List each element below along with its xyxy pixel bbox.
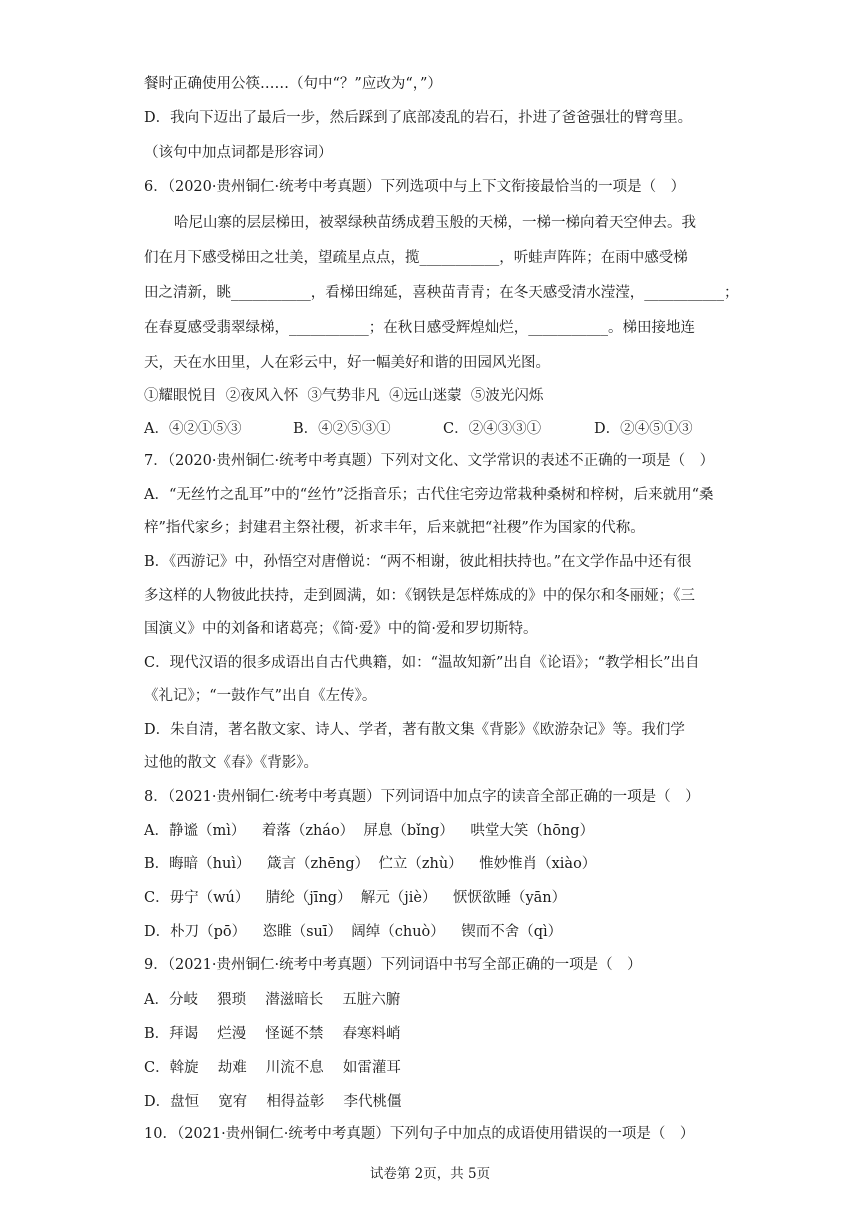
question-7-stem: 7．（2020·贵州铜仁·统考中考真题）下列对文化、文学常识的表述不正确的一项是（ ） bbox=[144, 453, 715, 469]
q7-line: C．现代汉语的很多成语出自古代典籍，如：“温故知新”出自《论语》；“教学相长”出自 bbox=[144, 655, 700, 671]
line-2: （该句中加点词都是形容词） bbox=[144, 145, 333, 161]
passage-line-1: 哈尼山寨的层层梯田，被翠绿秧苗绣成碧玉般的天梯，一梯一梯向着天空伸去。我 bbox=[174, 215, 696, 231]
q7-line: A．“无丝竹之乱耳”中的“丝竹”泛指音乐；古代住宅旁边常栽种桑树和梓树，后来就用“桑 bbox=[144, 487, 714, 503]
phrase-list: ①耀眼悦目 ②夜风入怀 ③气势非凡 ④远山迷蒙 ⑤波光闪烁 bbox=[144, 388, 544, 404]
page-footer: 试卷第 2页，共 5页 bbox=[369, 1166, 491, 1182]
question-10-stem: 10．（2021·贵州铜仁·统考中考真题）下列句子中加点的成语使用错误的一项是（ ） bbox=[144, 1126, 695, 1142]
q8-option-a: A．静谧（mì） 着落（zháo） 屏息（bǐng） 哄堂大笑（hōng） bbox=[144, 823, 595, 839]
q7-line: 过他的散文《春》《背影》。 bbox=[144, 755, 318, 771]
q6-option-d: D．②④⑤①③ bbox=[594, 421, 693, 437]
passage-line-3: 田之清新，眺___________，看梯田绵延，喜秧苗青青；在冬天感受清水滢滢，___________； bbox=[144, 285, 739, 301]
q7-line: 多这样的人物彼此扶持，走到圆满，如：《钢铁是怎样炼成的》中的保尔和冬丽娅；《三 bbox=[144, 588, 695, 604]
q9-option-c: C．斡旋 劫难 川流不息 如雷灌耳 bbox=[144, 1060, 401, 1076]
line-1: D．我向下迈出了最后一步，然后踩到了底部凌乱的岩石，扑进了爸爸强壮的臂弯里。 bbox=[144, 110, 693, 126]
q9-option-b: B．拜谒 烂漫 怪诞不禁 春寒料峭 bbox=[144, 1026, 401, 1042]
question-8-stem: 8．（2021·贵州铜仁·统考中考真题）下列词语中加点字的读音全部正确的一项是（ ） bbox=[144, 789, 700, 805]
q7-line: D．朱自清，著名散文家、诗人、学者，著有散文集《背影》《欧游杂记》等。我们学 bbox=[144, 722, 685, 738]
q7-line: 《礼记》；“一鼓作气”出自《左传》。 bbox=[144, 688, 377, 704]
q8-option-b: B．晦暗（huì） 箴言（zhēng） 伫立（zhù） 惟妙惟肖（xiào） bbox=[144, 856, 597, 872]
passage-line-2: 们在月下感受梯田之壮美，望疏星点点，揽___________，听蛙声阵阵；在雨中感受梯 bbox=[144, 250, 688, 266]
q6-option-a: A．④②①⑤③ bbox=[144, 421, 242, 437]
question-9-stem: 9．（2021·贵州铜仁·统考中考真题）下列词语中书写全部正确的一项是（ ） bbox=[144, 957, 642, 973]
q6-option-c: C．②④③③① bbox=[443, 421, 542, 437]
q6-option-b: B．④②⑤③① bbox=[293, 421, 391, 437]
q7-line: 梓”指代家乡；封建君主祭社稷，祈求丰年，后来就把“社稷”作为国家的代称。 bbox=[144, 520, 645, 536]
passage-line-4: 在春夏感受翡翠绿梯，___________；在秋日感受辉煌灿烂，___________。梯田接地连 bbox=[144, 320, 695, 336]
line-0: 餐时正确使用公筷……（句中“？”应改为“，”） bbox=[144, 76, 442, 92]
question-6-stem: 6．（2020·贵州铜仁·统考中考真题）下列选项中与上下文衔接最恰当的一项是（ ） bbox=[144, 179, 686, 195]
q7-line: B．《西游记》中，孙悟空对唐僧说：“两不相谢，彼此相扶持也。”在文学作品中还有很 bbox=[144, 554, 692, 570]
q9-option-a: A．分岐 猥琐 潜滋暗长 五脏六腑 bbox=[144, 992, 401, 1008]
q8-option-c: C．毋宁（wú） 腈纶（jīng） 解元（jiè） 恹恹欲睡（yān） bbox=[144, 890, 567, 906]
q7-line: 国演义》中的刘备和诸葛亮；《简·爱》中的简·爱和罗切斯特。 bbox=[144, 621, 538, 637]
q8-option-d: D．朴刀（pō） 恣睢（suī） 阔绰（chuò） 锲而不舍（qì） bbox=[144, 924, 563, 940]
passage-line-5: 天，天在水田里，人在彩云中，好一幅美好和谐的田园风光图。 bbox=[144, 355, 550, 371]
q9-option-d: D．盘恒 宽宥 相得益彰 李代桃僵 bbox=[144, 1094, 402, 1110]
